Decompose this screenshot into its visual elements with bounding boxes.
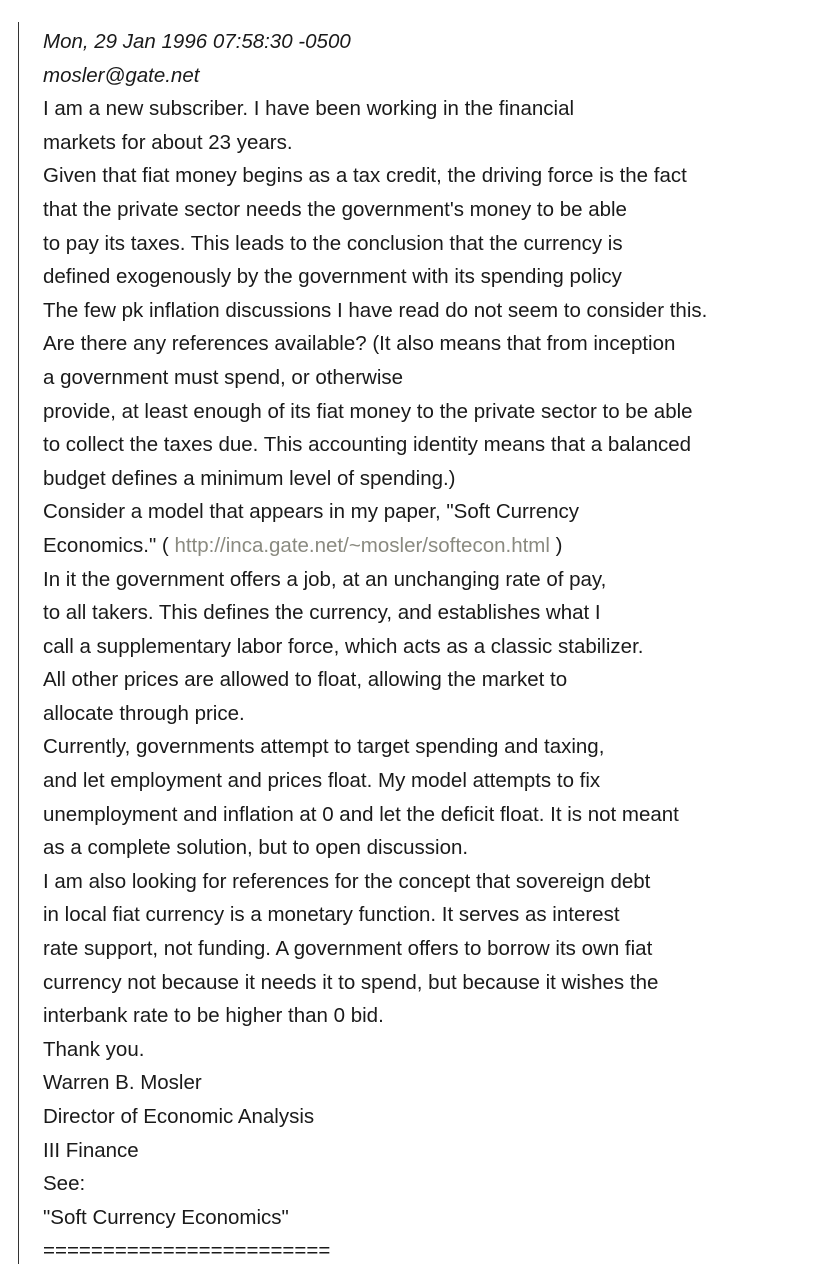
- softecon-link[interactable]: http://inca.gate.net/~mosler/softecon.html: [174, 533, 550, 557]
- closing-line: Thank you.: [43, 1037, 145, 1061]
- body-line: Consider a model that appears in my paper, "Soft Currency: [43, 500, 579, 524]
- body-line: See:: [43, 1172, 86, 1196]
- body-line: to collect the taxes due. This accounting identity means that a balanced: [43, 433, 692, 457]
- separator-line: ========================: [43, 1239, 331, 1263]
- email-message: [43, 25, 833, 1268]
- body-line-with-link: [43, 529, 833, 563]
- body-line: that the private sector needs the government's money to be able: [43, 197, 627, 221]
- sender-email: mosler@gate.net: [43, 63, 200, 87]
- body-line: The few pk inflation discussions I have read do not seem to consider this.: [43, 298, 708, 322]
- body-line: a government must spend, or otherwise: [43, 365, 404, 389]
- body-line: provide, at least enough of its fiat money to the private sector to be able: [43, 399, 693, 423]
- body-line: currency not because it needs it to spend, but because it wishes the: [43, 970, 659, 994]
- body-line: and let employment and prices float. My model attempts to fix: [43, 769, 601, 793]
- body-line: I am also looking for references for the concept that sovereign debt: [43, 869, 651, 893]
- body-line: rate support, not funding. A government offers to borrow its own fiat: [43, 937, 653, 961]
- signature-company: III Finance: [43, 1138, 139, 1162]
- body-line: call a supplementary labor force, which acts as a classic stabilizer.: [43, 634, 644, 658]
- body-line: Are there any references available? (It also means that from inception: [43, 332, 676, 356]
- body-line: interbank rate to be higher than 0 bid.: [43, 1004, 384, 1028]
- body-line: to pay its taxes. This leads to the conclusion that the currency is: [43, 231, 623, 255]
- body-line: as a complete solution, but to open discussion.: [43, 836, 469, 860]
- body-line: I am a new subscriber. I have been working in the financial: [43, 97, 575, 121]
- body-line: Given that fiat money begins as a tax credit, the driving force is the fact: [43, 164, 687, 188]
- message-date: Mon, 29 Jan 1996 07:58:30 -0500: [43, 30, 351, 53]
- body-line: Currently, governments attempt to target spending and taxing,: [43, 735, 605, 759]
- signature-title: Director of Economic Analysis: [43, 1105, 315, 1128]
- body-text: Economics." (: [43, 533, 175, 557]
- body-text: ): [549, 533, 563, 557]
- paper-title: "Soft Currency Economics": [43, 1205, 289, 1229]
- body-line: markets for about 23 years.: [43, 130, 293, 154]
- signature-name: Warren B. Mosler: [43, 1071, 202, 1095]
- body-line: budget defines a minimum level of spending.): [43, 466, 456, 490]
- body-line: All other prices are allowed to float, allowing the market to: [43, 668, 568, 692]
- body-line: In it the government offers a job, at an unchanging rate of pay,: [43, 567, 607, 591]
- body-line: unemployment and inflation at 0 and let the deficit float. It is not meant: [43, 802, 679, 826]
- body-line: to all takers. This defines the currency, and establishes what I: [43, 601, 601, 625]
- body-line: defined exogenously by the government with its spending policy: [43, 265, 622, 289]
- quote-bar: [18, 22, 19, 1264]
- body-line: allocate through price.: [43, 701, 245, 725]
- body-line: in local fiat currency is a monetary function. It serves as interest: [43, 903, 620, 927]
